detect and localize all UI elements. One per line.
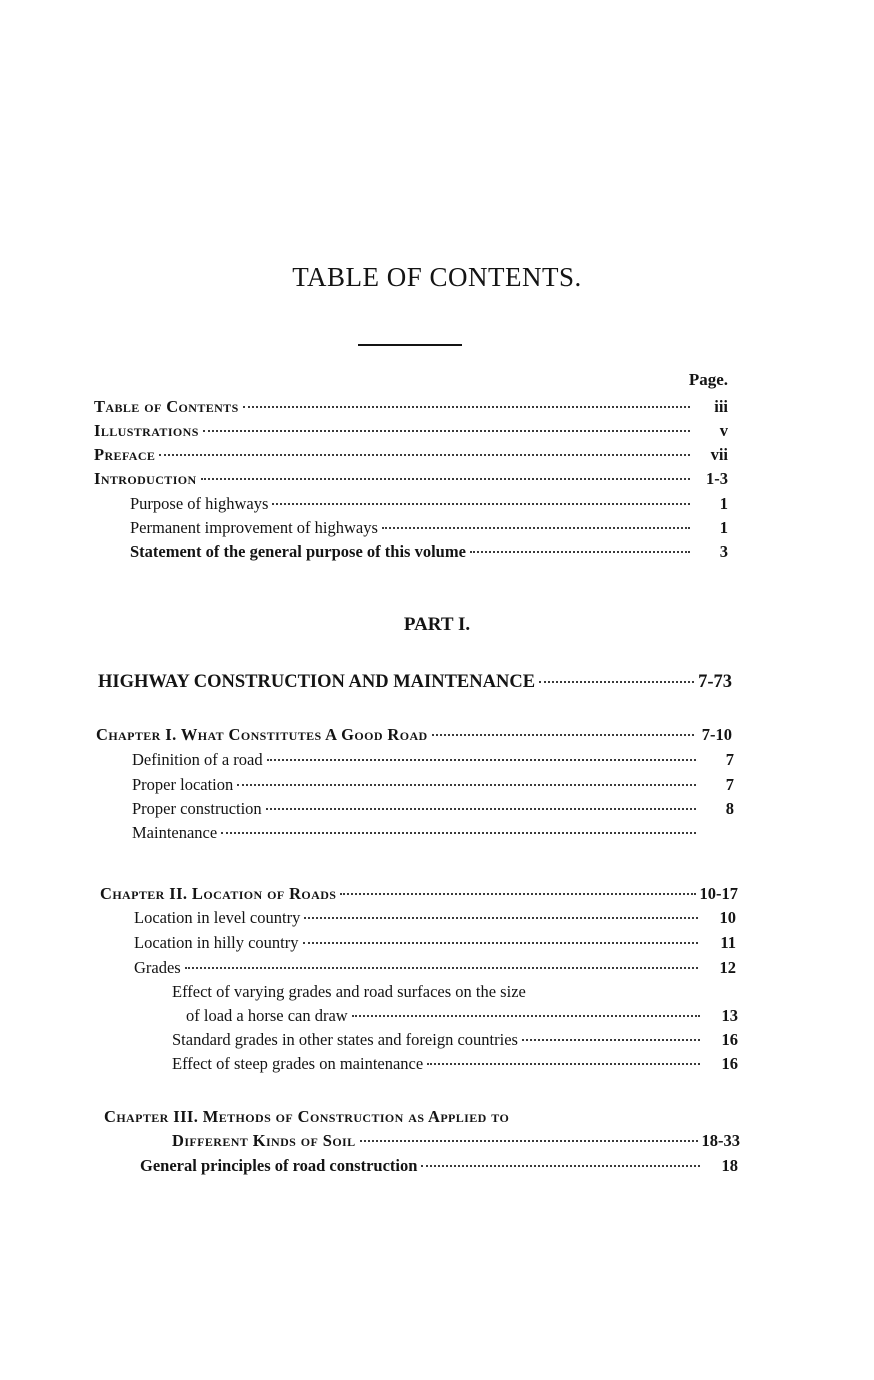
toc-entry [94,420,728,442]
toc-subentry [130,493,728,515]
toc-entry-page: 7 [725,750,734,769]
chapter-entry [100,883,738,905]
toc-entry-label: Effect of steep grades on maintenance [172,1054,424,1073]
toc-entry-label: General principles of road construction [140,1156,418,1175]
toc-entry-page: 8 [725,799,734,818]
leader-dots [427,1063,700,1065]
toc-subentry [134,957,736,979]
toc-subentry [172,1053,738,1075]
chapter-entry [96,724,732,746]
page-title: TABLE OF CONTENTS. [292,262,582,292]
toc-entry-page: 1 [719,518,728,537]
leader-dots [432,734,694,736]
toc-entry-page: iii [714,397,728,416]
toc-entry-label: Purpose of highways [130,494,269,513]
toc-subentry [140,1155,738,1177]
toc-subentry [130,517,728,539]
leader-dots [237,784,696,786]
chapter-pages: 18-33 [701,1131,740,1150]
leader-dots [185,967,698,969]
toc-subentry [132,774,734,796]
toc-subentry [134,932,736,954]
part-heading-label: HIGHWAY CONSTRUCTION AND MAINTENANCE [98,672,536,692]
part-heading [98,670,732,694]
toc-entry-label: of load a horse can draw [186,1006,348,1025]
chapter-label: Chapter II. Location of Roads [100,884,337,903]
toc-subentry [132,749,734,771]
toc-subentry [132,822,734,844]
chapter-pages: 10-17 [699,884,738,903]
toc-entry [94,468,728,490]
toc-entry-page: 3 [719,542,728,561]
leader-dots [470,551,690,553]
leader-dots [203,430,690,432]
chapter-label: Chapter I. What Constitutes A Good Road [96,725,428,744]
leader-dots [159,454,690,456]
chapter-label-first-line: Chapter III. Methods of Construction as Applied to [104,1107,510,1126]
toc-entry-label: Table of Contents [94,397,239,416]
toc-entry-page: 16 [721,1030,738,1049]
toc-entry-label: Statement of the general purpose of this volume [130,542,466,561]
leader-dots [221,832,696,834]
leader-dots [303,942,698,944]
toc-entry-label: Location in hilly country [134,933,299,952]
page-column-heading: Page. [688,370,728,389]
toc-entry-label: Maintenance [132,823,218,842]
toc-entry-page: 12 [719,958,736,977]
chapter-pages: 7-10 [701,725,732,744]
chapter-entry [172,1130,740,1152]
toc-entry-page: 10 [719,908,736,927]
toc-entry-label: Introduction [94,469,197,488]
toc-subentry [134,907,736,929]
toc-entry-label: Definition of a road [132,750,263,769]
toc-subentry-first-line: Effect of varying grades and road surfaces on the size [172,982,526,1001]
leader-dots [266,808,696,810]
toc-entry-label: Preface [94,445,156,464]
leader-dots [243,406,690,408]
leader-dots [539,681,694,683]
toc-entry-label: Illustrations [94,421,199,440]
part-title: PART I. [403,614,471,635]
toc-entry-page: v [719,421,728,440]
leader-dots [272,503,690,505]
toc-entry [94,396,728,418]
toc-entry-page: 18 [721,1156,738,1175]
toc-entry-label: Proper construction [132,799,262,818]
toc-subentry [186,1005,738,1027]
toc-entry-label: Proper location [132,775,234,794]
leader-dots [340,893,695,895]
leader-dots [421,1165,700,1167]
toc-entry-label: Permanent improvement of highways [130,518,378,537]
leader-dots [201,478,690,480]
toc-entry-page: 16 [721,1054,738,1073]
toc-subentry [172,1029,738,1051]
leader-dots [522,1039,700,1041]
leader-dots [382,527,690,529]
toc-entry-label: Grades [134,958,181,977]
title-rule [358,344,462,346]
toc-subentry [132,798,734,820]
leader-dots [352,1015,700,1017]
toc-entry-label: Location in level country [134,908,301,927]
leader-dots [360,1140,698,1142]
part-heading-pages: 7-73 [698,672,732,692]
toc-entry-page: 13 [721,1006,738,1025]
toc-entry-label: Standard grades in other states and foreign countries [172,1030,518,1049]
toc-entry-page: 11 [720,933,736,952]
toc-entry-page: 1-3 [706,469,728,488]
toc-entry-page: vii [710,445,728,464]
toc-entry-page: 7 [725,775,734,794]
leader-dots [304,917,698,919]
leader-dots [267,759,696,761]
chapter-label: Different Kinds of Soil [172,1131,356,1150]
toc-entry-page: 1 [719,494,728,513]
toc-subentry [130,541,728,563]
toc-entry [94,444,728,466]
